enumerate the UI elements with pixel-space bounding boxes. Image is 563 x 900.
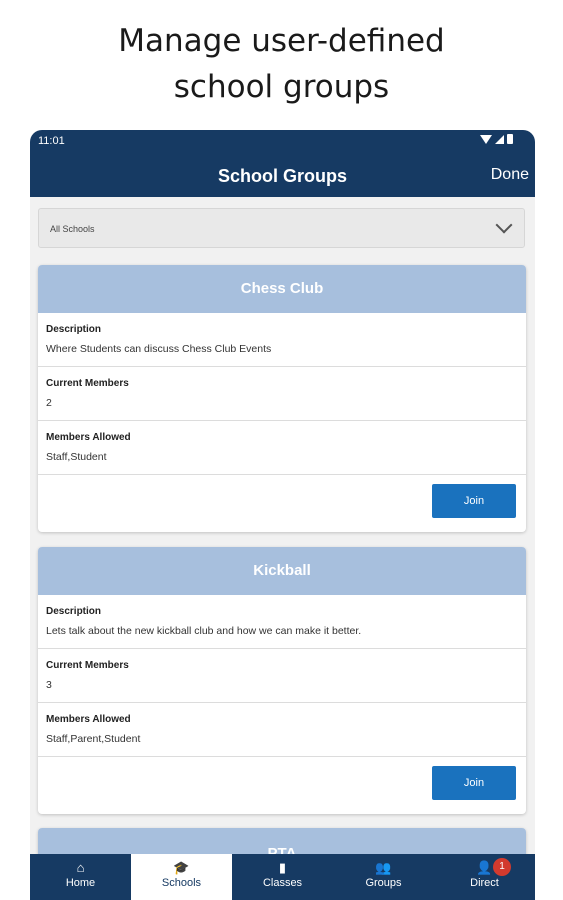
tab-label: Groups bbox=[365, 877, 402, 889]
signal-icon bbox=[495, 135, 504, 144]
group-card bbox=[38, 547, 526, 814]
join-button[interactable]: Join bbox=[432, 766, 516, 800]
caption-line-1: Manage user-defined bbox=[118, 23, 445, 59]
tab-schools[interactable] bbox=[131, 854, 232, 900]
current-members-label: Current Members bbox=[46, 660, 129, 671]
chevron-down-icon bbox=[496, 217, 513, 234]
card-footer bbox=[38, 475, 526, 532]
caption-line-2: school groups bbox=[173, 69, 390, 105]
tab-label: Schools bbox=[161, 877, 202, 889]
school-filter-select[interactable] bbox=[38, 208, 525, 248]
notification-badge: 1 bbox=[493, 858, 511, 876]
description-field bbox=[38, 595, 526, 649]
graduation-cap-icon: 🎓 bbox=[173, 860, 190, 875]
current-members-field bbox=[38, 649, 526, 703]
person-icon: 👤 bbox=[476, 860, 493, 875]
tab-home[interactable] bbox=[30, 854, 131, 900]
app-bar bbox=[30, 152, 535, 197]
status-bar bbox=[30, 130, 535, 152]
tab-direct[interactable] bbox=[434, 854, 535, 900]
members-allowed-field bbox=[38, 421, 526, 475]
tab-classes[interactable] bbox=[232, 854, 333, 900]
members-allowed-label: Members Allowed bbox=[46, 432, 131, 443]
home-icon: ⌂ bbox=[76, 860, 85, 875]
current-members-field bbox=[38, 367, 526, 421]
members-allowed-value: Staff,Parent,Student bbox=[46, 733, 141, 745]
book-icon: ▮ bbox=[278, 860, 287, 875]
tab-label: Direct bbox=[470, 877, 499, 889]
group-card bbox=[38, 265, 526, 532]
description-value: Where Students can discuss Chess Club Events bbox=[46, 343, 272, 355]
members-allowed-field bbox=[38, 703, 526, 757]
bottom-tab-bar bbox=[30, 854, 535, 900]
group-card-title: Kickball bbox=[38, 547, 526, 595]
wifi-icon bbox=[480, 135, 492, 144]
page-title: School Groups bbox=[217, 166, 347, 186]
tab-groups[interactable] bbox=[333, 854, 434, 900]
people-icon: 👥 bbox=[375, 860, 392, 875]
promo-caption bbox=[0, 18, 563, 110]
members-allowed-value: Staff,Student bbox=[46, 451, 107, 463]
description-label: Description bbox=[46, 324, 102, 335]
join-button[interactable]: Join bbox=[432, 484, 516, 518]
tab-label: Home bbox=[65, 877, 96, 889]
status-time: 11:01 bbox=[38, 135, 65, 147]
device-screen bbox=[30, 130, 535, 900]
current-members-value: 2 bbox=[46, 397, 52, 409]
description-value: Lets talk about the new kickball club and how we can make it better. bbox=[46, 625, 362, 637]
battery-icon bbox=[507, 134, 513, 144]
card-footer bbox=[38, 757, 526, 814]
done-button[interactable]: Done bbox=[490, 166, 529, 183]
group-card-title: Chess Club bbox=[38, 265, 526, 313]
description-label: Description bbox=[46, 606, 102, 617]
school-filter-value: All Schools bbox=[50, 224, 95, 234]
current-members-value: 3 bbox=[46, 679, 52, 691]
current-members-label: Current Members bbox=[46, 378, 129, 389]
status-icons bbox=[480, 134, 513, 144]
members-allowed-label: Members Allowed bbox=[46, 714, 131, 725]
description-field bbox=[38, 313, 526, 367]
tab-label: Classes bbox=[262, 877, 303, 889]
